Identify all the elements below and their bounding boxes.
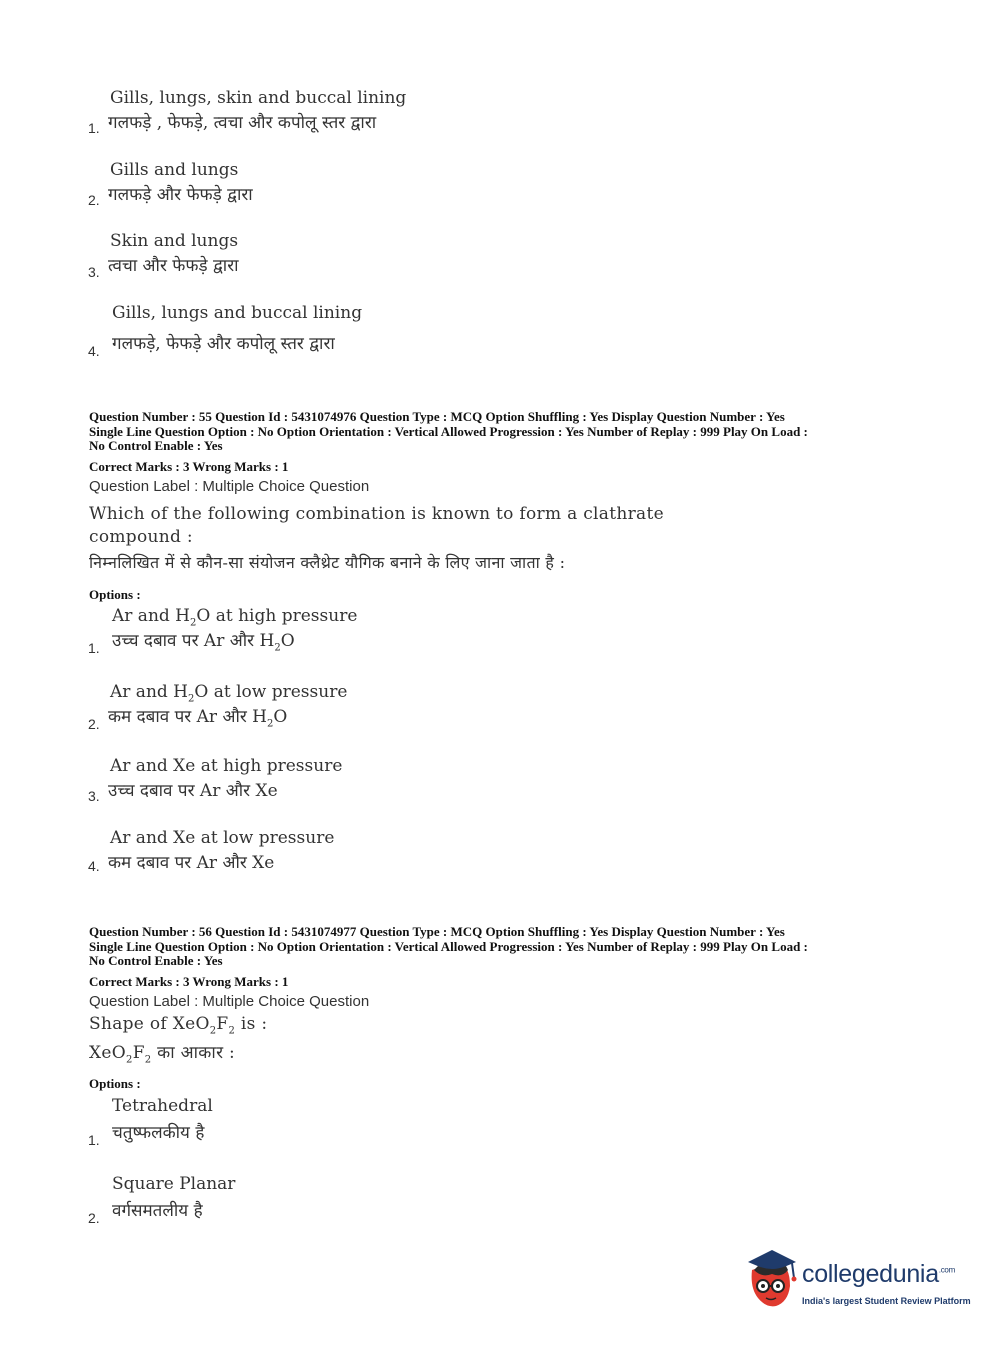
option-number: 2. [88,192,100,208]
logo-name: collegedunia [802,1260,939,1288]
question-label: Question Label : Multiple Choice Question [89,993,370,1010]
option-text-hi: गलफड़े और फेफड़े द्वारा [108,185,253,205]
question-text-hi [89,1040,235,1065]
question-meta [89,925,919,969]
option-text-en: Square Planar [112,1174,236,1194]
meta-line-1: Question Number : 55 Question Id : 5431074976 Question Type : MCQ Option Shuffling : Yes Display Question Number : Yes [89,409,785,424]
option-text-en-part: O at low pressure [194,682,348,702]
marks-info: Correct Marks : 3 Wrong Marks : 1 [89,459,289,474]
option-number: 1. [88,640,100,656]
question-text-part: is : [235,1014,268,1034]
question-meta [89,410,919,454]
prev-option-1 [88,88,708,138]
option-number: 4. [88,343,100,359]
option-text-hi-part: O [273,707,288,727]
q55-option-2 [88,682,708,736]
meta-line-3: No Control Enable : Yes [89,953,223,968]
option-text-hi-part: O [280,631,295,651]
option-text-hi: गलफड़े , फेफड़े, त्वचा और कपोलू स्तर द्वारा [108,113,377,133]
option-number: 3. [88,264,100,280]
meta-line-2: Single Line Question Option : No Option Orientation : Vertical Allowed Progression : Yes Number of Replay : 999 Play On Load : [89,938,808,954]
option-text-hi: त्वचा और फेफड़े द्वारा [108,256,239,276]
subscript: 2 [274,642,281,654]
option-text-hi [112,628,295,653]
option-number: 3. [88,788,100,804]
logo-wordmark [802,1260,955,1289]
option-number: 2. [88,1210,100,1226]
meta-line-3: No Control Enable : Yes [89,438,223,453]
option-text-en-part: O at high pressure [196,606,358,626]
meta-line-2: Single Line Question Option : No Option Orientation : Vertical Allowed Progression : Yes Number of Replay : 999 Play On Load : [89,423,808,439]
option-text-hi: चतुष्फलकीय है [112,1123,205,1143]
subscript: 2 [126,1054,133,1066]
option-text-en [110,682,347,704]
option-text-hi: कम दबाव पर Ar और Xe [108,853,275,873]
subscript: 2 [144,1054,152,1066]
option-text-hi-part: कम दबाव पर Ar और H [108,707,268,727]
q55-option-3 [88,756,708,806]
option-text-en [112,606,357,628]
question-text-en-line2: compound : [89,527,193,547]
option-text-en: Gills, lungs and buccal lining [112,303,363,323]
option-text-en-part: Ar and H [110,682,189,702]
question-text-en [89,1014,267,1036]
option-text-en: Gills, lungs, skin and buccal lining [110,88,407,108]
option-number: 1. [88,120,100,136]
collegedunia-logo [742,1248,972,1320]
question-text-en-line1: Which of the following combination is known to form a clathrate [89,504,664,524]
option-text-hi-part: उच्च दबाव पर Ar और H [112,631,275,651]
option-number: 1. [88,1132,100,1148]
option-text-en: Ar and Xe at high pressure [110,756,343,776]
question-text-hi: निम्नलिखित में से कौन-सा संयोजन क्लैथ्रेट यौगिक बनाने के लिए जाना जाता है : [89,553,566,572]
question-text-part: F [132,1043,145,1063]
option-text-en: Skin and lungs [110,231,239,251]
subscript: 2 [190,617,197,629]
question-text-part: Shape of XeO [89,1014,210,1034]
subscript: 2 [209,1025,217,1037]
q55-option-1 [88,606,708,660]
options-heading: Options : [89,1076,141,1091]
option-text-en: Gills and lungs [110,160,239,180]
option-text-en-part: Ar and H [112,606,191,626]
mascot-icon [742,1248,800,1312]
logo-domain: .com [938,1265,955,1275]
prev-option-2 [88,160,708,210]
subscript: 2 [267,718,274,730]
question-text-part: का आकार : [151,1043,236,1063]
option-text-hi: वर्गसमतलीय है [112,1201,203,1221]
logo-tagline: India's largest Student Review Platform [802,1296,971,1306]
q56-option-1 [88,1096,708,1150]
q56-option-2 [88,1174,708,1228]
option-number: 4. [88,858,100,874]
subscript: 2 [188,693,195,705]
option-text-hi: उच्च दबाव पर Ar और Xe [108,781,278,801]
marks-info: Correct Marks : 3 Wrong Marks : 1 [89,974,289,989]
meta-line-1: Question Number : 56 Question Id : 5431074977 Question Type : MCQ Option Shuffling : Yes Display Question Number : Yes [89,924,785,939]
option-text-en: Tetrahedral [112,1096,213,1116]
prev-option-4 [88,303,708,359]
question-text-part: F [216,1014,229,1034]
option-text-hi: गलफड़े, फेफड़े और कपोलू स्तर द्वारा [112,334,335,354]
options-heading: Options : [89,587,141,602]
prev-option-3 [88,231,708,281]
option-number: 2. [88,716,100,732]
option-text-en: Ar and Xe at low pressure [110,828,335,848]
subscript: 2 [228,1025,236,1037]
q55-option-4 [88,828,708,878]
question-text-part: XeO [89,1043,127,1063]
option-text-hi [108,704,287,729]
question-label: Question Label : Multiple Choice Question [89,478,370,495]
